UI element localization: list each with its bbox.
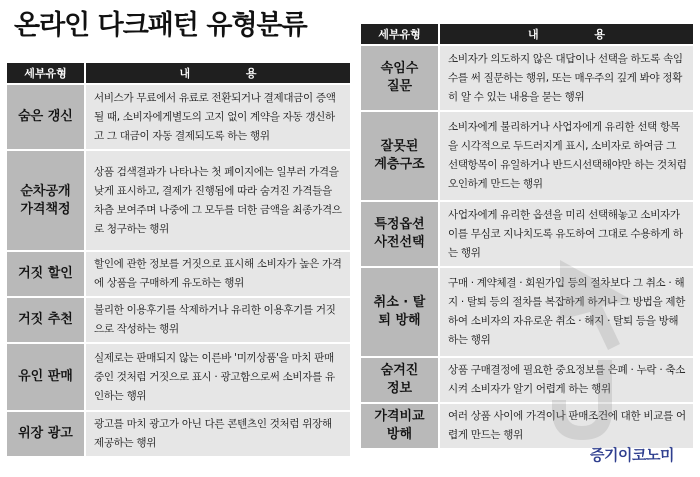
- row-content: 여러 상품 사이에 가격이나 판매조건에 대한 비교를 어렵게 만드는 행위: [440, 404, 693, 448]
- table-header: [7, 63, 350, 83]
- table-row: [361, 112, 693, 200]
- row-category: 거짓 추천: [7, 298, 84, 342]
- right-table: [361, 24, 693, 448]
- table-header: [361, 24, 693, 44]
- row-category: 순차공개 가격책정: [7, 151, 84, 250]
- row-content: 상품 검색결과가 나타나는 첫 페이지에는 일부러 가격을 낮게 표시하고, 결제가 진행됨에 따라 숨겨진 가격들을 차츰 보여주며 나중에 그 모두를 더한 금액을 최종가격으로 청구하는 행위: [86, 151, 350, 250]
- table-row: [7, 298, 350, 342]
- row-content: 할인에 관한 정보를 거짓으로 표시해 소비자가 높은 가격에 상품을 구매하게 유도하는 행위: [86, 252, 350, 296]
- row-category: 속임수 질문: [361, 46, 438, 110]
- table-row: [7, 412, 350, 456]
- row-content: 사업자에게 유리한 옵션을 미리 선택해놓고 소비자가 이를 무심코 지나치도록 유도하여 그대로 수용하게 하는 행위: [440, 202, 693, 266]
- header-category: 세부유형: [361, 24, 438, 44]
- table-row: [7, 252, 350, 296]
- table-row: [7, 344, 350, 410]
- page-title: 온라인 다크패턴 유형분류: [14, 10, 307, 41]
- table-row: [361, 404, 693, 448]
- row-content: 광고를 마치 광고가 아닌 다른 콘텐츠인 것처럼 위장해 제공하는 행위: [86, 412, 350, 456]
- row-content: 소비자에게 불리하거나 사업자에게 유리한 선택 항목을 시각적으로 두드러지게 표시, 소비자로 하여금 그 선택항목이 유일하거나 반드시선택해야만 하는 것처럼 오인하게 만드는 행위: [440, 112, 693, 200]
- table-row: [7, 151, 350, 250]
- row-content: 서비스가 무료에서 유료로 전환되거나 결제대금이 증액될 때, 소비자에게별도의 고지 없이 계약을 자동 갱신하고 그 대금이 자동 결제되도록 하는 행위: [86, 85, 350, 149]
- row-category: 유인 판매: [7, 344, 84, 410]
- row-category: 잘못된 계층구조: [361, 112, 438, 200]
- header-category: 세부유형: [7, 63, 84, 83]
- row-content: 상품 구매결정에 필요한 중요정보를 은폐 · 누락 · 축소시켜 소비자가 알기 어렵게 하는 행위: [440, 358, 693, 402]
- row-content: 불리한 이용후기를 삭제하거나 유리한 이용후기를 거짓으로 작성하는 행위: [86, 298, 350, 342]
- header-content: 내 용: [440, 24, 693, 44]
- publisher-logo: 증기이코노미: [590, 446, 674, 464]
- row-content: 소비자가 의도하지 않은 대답이나 선택을 하도록 속임수를 써 질문하는 행위, 또는 매우주의 깊게 봐야 정확히 알 수 있는 내용을 묻는 행위: [440, 46, 693, 110]
- table-row: [7, 85, 350, 149]
- table-row: [361, 202, 693, 266]
- row-category: 숨은 갱신: [7, 85, 84, 149]
- row-content: 실제로는 판매되지 않는 이른바 '미끼상품'을 마치 판매 중인 것처럼 거짓으로 표시 · 광고함으로써 소비자를 유인하는 행위: [86, 344, 350, 410]
- row-category: 특정옵션 사전선택: [361, 202, 438, 266]
- row-category: 가격비교 방해: [361, 404, 438, 448]
- table-row: [361, 358, 693, 402]
- row-category: 숨겨진 정보: [361, 358, 438, 402]
- table-row: [361, 46, 693, 110]
- header-content: 내 용: [86, 63, 350, 83]
- row-category: 취소 · 탈 퇴 방해: [361, 268, 438, 356]
- row-category: 거짓 할인: [7, 252, 84, 296]
- left-table: [7, 63, 350, 456]
- row-content: 구매 · 계약체결 · 회원가입 등의 절차보다 그 취소 · 해지 · 탈퇴 등의 절차를 복잡하게 하거나 그 방법을 제한하여 소비자의 자유로운 취소 · 해지 · 탈퇴 등을 방해하는 행위: [440, 268, 693, 356]
- row-category: 위장 광고: [7, 412, 84, 456]
- table-row: [361, 268, 693, 356]
